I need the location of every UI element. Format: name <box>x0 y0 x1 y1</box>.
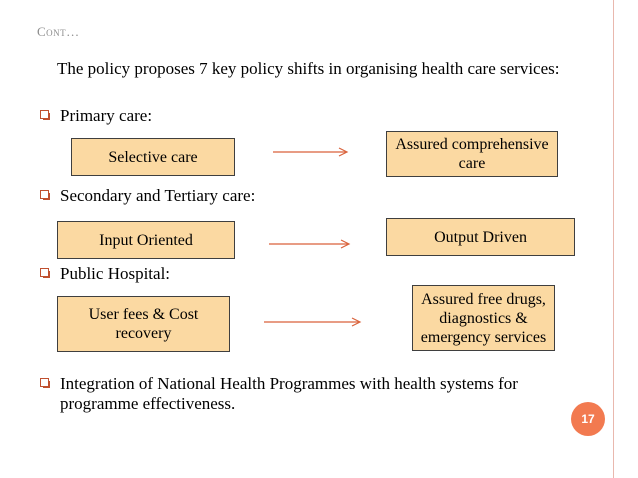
checkbox-bullet-icon <box>40 110 49 119</box>
slide-edge-rule <box>613 0 614 478</box>
bullet-label: Public Hospital: <box>60 264 171 283</box>
to-box-primary: Assured comprehensive care <box>386 131 558 177</box>
from-box-public-hospital: User fees & Cost recovery <box>57 296 230 352</box>
bullet-label: Integration of National Health Programmes with health systems for programme effectiveness. <box>60 374 518 413</box>
checkbox-bullet-icon <box>40 190 49 199</box>
right-arrow-icon <box>268 238 352 250</box>
bullet-label: Primary care: <box>60 106 153 125</box>
right-arrow-icon <box>263 316 363 328</box>
bullet-secondary-tertiary-care <box>40 186 580 206</box>
checkbox-bullet-icon <box>40 268 49 277</box>
bullet-public-hospital <box>40 264 580 284</box>
intro-text: The policy proposes 7 key policy shifts in organising health care services: <box>57 59 560 78</box>
slide-title: Cont… <box>37 24 80 39</box>
right-arrow-icon <box>272 146 350 158</box>
bullet-primary-care <box>40 106 580 126</box>
checkbox-bullet-icon <box>40 378 49 387</box>
bullet-label: Secondary and Tertiary care: <box>60 186 256 205</box>
from-box-secondary: Input Oriented <box>57 221 235 259</box>
bullet-integration <box>40 374 580 414</box>
page-number-badge: 17 <box>571 402 605 436</box>
to-box-public-hospital: Assured free drugs, diagnostics & emergency services <box>412 285 555 351</box>
to-box-secondary: Output Driven <box>386 218 575 256</box>
from-box-primary: Selective care <box>71 138 235 176</box>
